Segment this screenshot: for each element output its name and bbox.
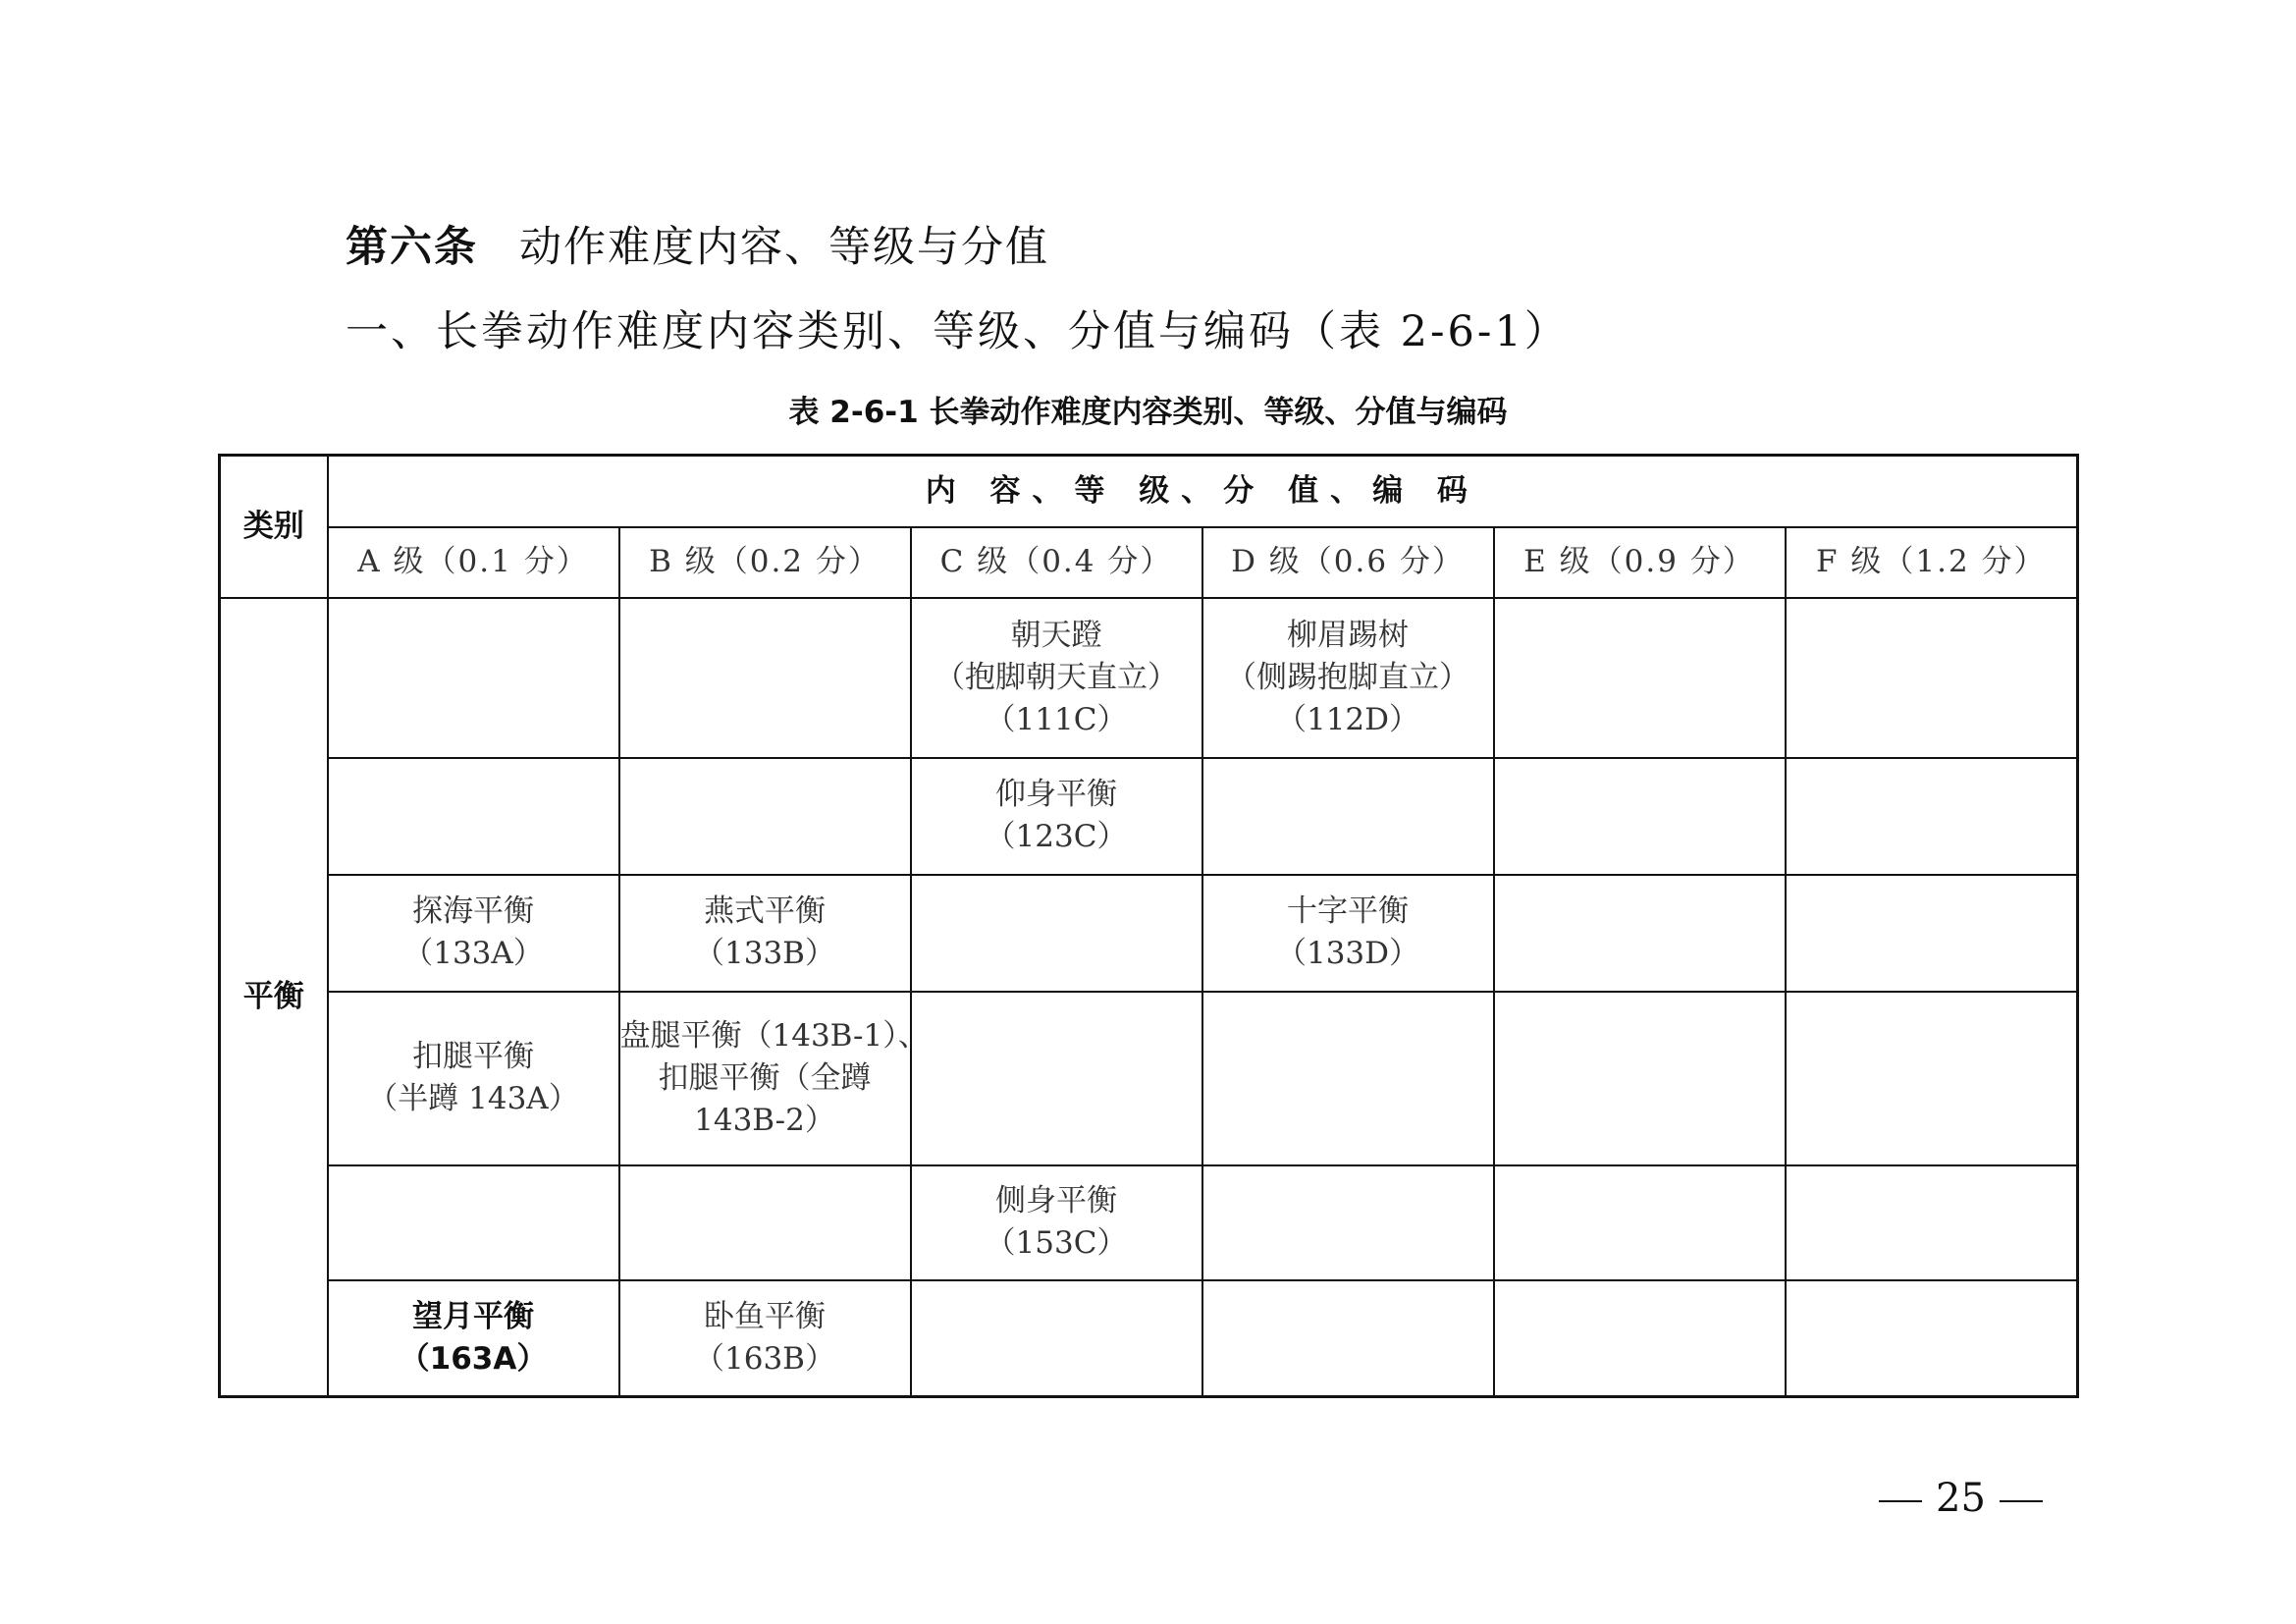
cell-e <box>1494 992 1786 1165</box>
cell-d <box>1202 1280 1494 1397</box>
table-row <box>220 992 2078 1165</box>
cell-f <box>1786 1165 2078 1280</box>
cell-a <box>328 1280 619 1397</box>
header-row <box>220 456 2078 527</box>
cell-b <box>619 758 911 875</box>
level-c-header: C 级（0.4 分） <box>911 527 1202 598</box>
move-code: （133B） <box>694 936 835 971</box>
table-caption: 表 2-6-1 长拳动作难度内容类别、等级、分值与编码 <box>788 395 1508 430</box>
cell-d <box>1202 992 1494 1165</box>
cell-a <box>328 992 619 1165</box>
cell-e <box>1494 758 1786 875</box>
table-row <box>220 758 2078 875</box>
level-f-header: F 级（1.2 分） <box>1786 527 2078 598</box>
move-note: （侧踢抱脚直立） <box>1226 659 1469 695</box>
cell-f <box>1786 875 2078 992</box>
cell-c <box>911 875 1202 992</box>
cell-f <box>1786 758 2078 875</box>
table-row <box>220 875 2078 992</box>
move-code: （163B） <box>694 1340 835 1377</box>
level-a-header: A 级（0.1 分） <box>328 527 619 598</box>
cell-d <box>1202 1165 1494 1280</box>
difficulty-table <box>218 454 2079 1398</box>
move-name: 仰身平衡 <box>995 777 1117 812</box>
cell-e <box>1494 1280 1786 1397</box>
cell-e <box>1494 1165 1786 1280</box>
move-code: （133A） <box>402 936 544 971</box>
table-row <box>220 1280 2078 1397</box>
cell-c <box>911 598 1202 758</box>
move-line: 扣腿平衡（全蹲 <box>658 1059 872 1096</box>
move-code: （112D） <box>1275 701 1420 737</box>
page-number: 25 <box>1936 1476 1986 1521</box>
move-name: 柳眉踢树 <box>1287 617 1409 653</box>
move-line: 盘腿平衡（143B-1）、 <box>619 1017 929 1054</box>
cell-e <box>1494 875 1786 992</box>
category-header: 类别 <box>220 456 328 598</box>
cell-b <box>619 992 929 1165</box>
article-number: 第六条 <box>346 223 478 272</box>
page-footer <box>1865 1471 2042 1526</box>
footer-dash-right <box>2000 1500 2043 1502</box>
article-heading <box>346 218 1049 277</box>
cell-a <box>328 758 619 875</box>
cell-c <box>911 1165 1202 1280</box>
footer-dash-left <box>1879 1500 1922 1502</box>
article-title: 动作难度内容、等级与分值 <box>519 223 1049 272</box>
level-e-header: E 级（0.9 分） <box>1494 527 1786 598</box>
cell-f <box>1786 598 2078 758</box>
table-row <box>220 1165 2078 1280</box>
level-d-header: D 级（0.6 分） <box>1202 527 1494 598</box>
move-code: （123C） <box>985 819 1128 854</box>
move-code: （163A） <box>399 1340 548 1377</box>
cell-a <box>328 875 619 992</box>
move-name: 朝天蹬 <box>1010 617 1102 653</box>
level-b-header: B 级（0.2 分） <box>619 527 911 598</box>
cell-b <box>619 1280 911 1397</box>
move-note: （抱脚朝天直立） <box>934 659 1178 695</box>
cell-d <box>1202 875 1494 992</box>
category-balance: 平衡 <box>220 598 328 1397</box>
cell-b <box>619 875 911 992</box>
content-header: 内 容、等 级、分 值、编 码 <box>328 456 2078 527</box>
cell-a <box>328 1165 619 1280</box>
move-code: （133D） <box>1275 936 1420 971</box>
table-row <box>220 598 2078 758</box>
cell-c <box>911 758 1202 875</box>
move-code: （半蹲 143A） <box>367 1081 579 1116</box>
move-name: 望月平衡 <box>412 1298 534 1334</box>
section-heading: 一、长拳动作难度内容类别、等级、分值与编码（表 2-6-1） <box>346 307 1570 356</box>
cell-b <box>619 1165 911 1280</box>
move-code: （153C） <box>985 1225 1128 1261</box>
level-row <box>220 527 2078 598</box>
move-name: 侧身平衡 <box>995 1183 1117 1218</box>
cell-d <box>1202 598 1494 758</box>
move-code: （111C） <box>985 701 1128 737</box>
cell-f <box>1786 1280 2078 1397</box>
move-line: 143B-2） <box>694 1102 835 1138</box>
cell-f <box>1786 992 2078 1165</box>
move-name: 燕式平衡 <box>704 893 826 929</box>
cell-c <box>911 1280 1202 1397</box>
move-name: 卧鱼平衡 <box>704 1298 826 1334</box>
cell-c <box>911 992 1202 1165</box>
move-name: 十字平衡 <box>1287 893 1409 929</box>
move-name: 探海平衡 <box>412 893 534 929</box>
cell-b <box>619 598 911 758</box>
cell-a <box>328 598 619 758</box>
cell-e <box>1494 598 1786 758</box>
cell-d <box>1202 758 1494 875</box>
move-name: 扣腿平衡 <box>412 1039 534 1074</box>
